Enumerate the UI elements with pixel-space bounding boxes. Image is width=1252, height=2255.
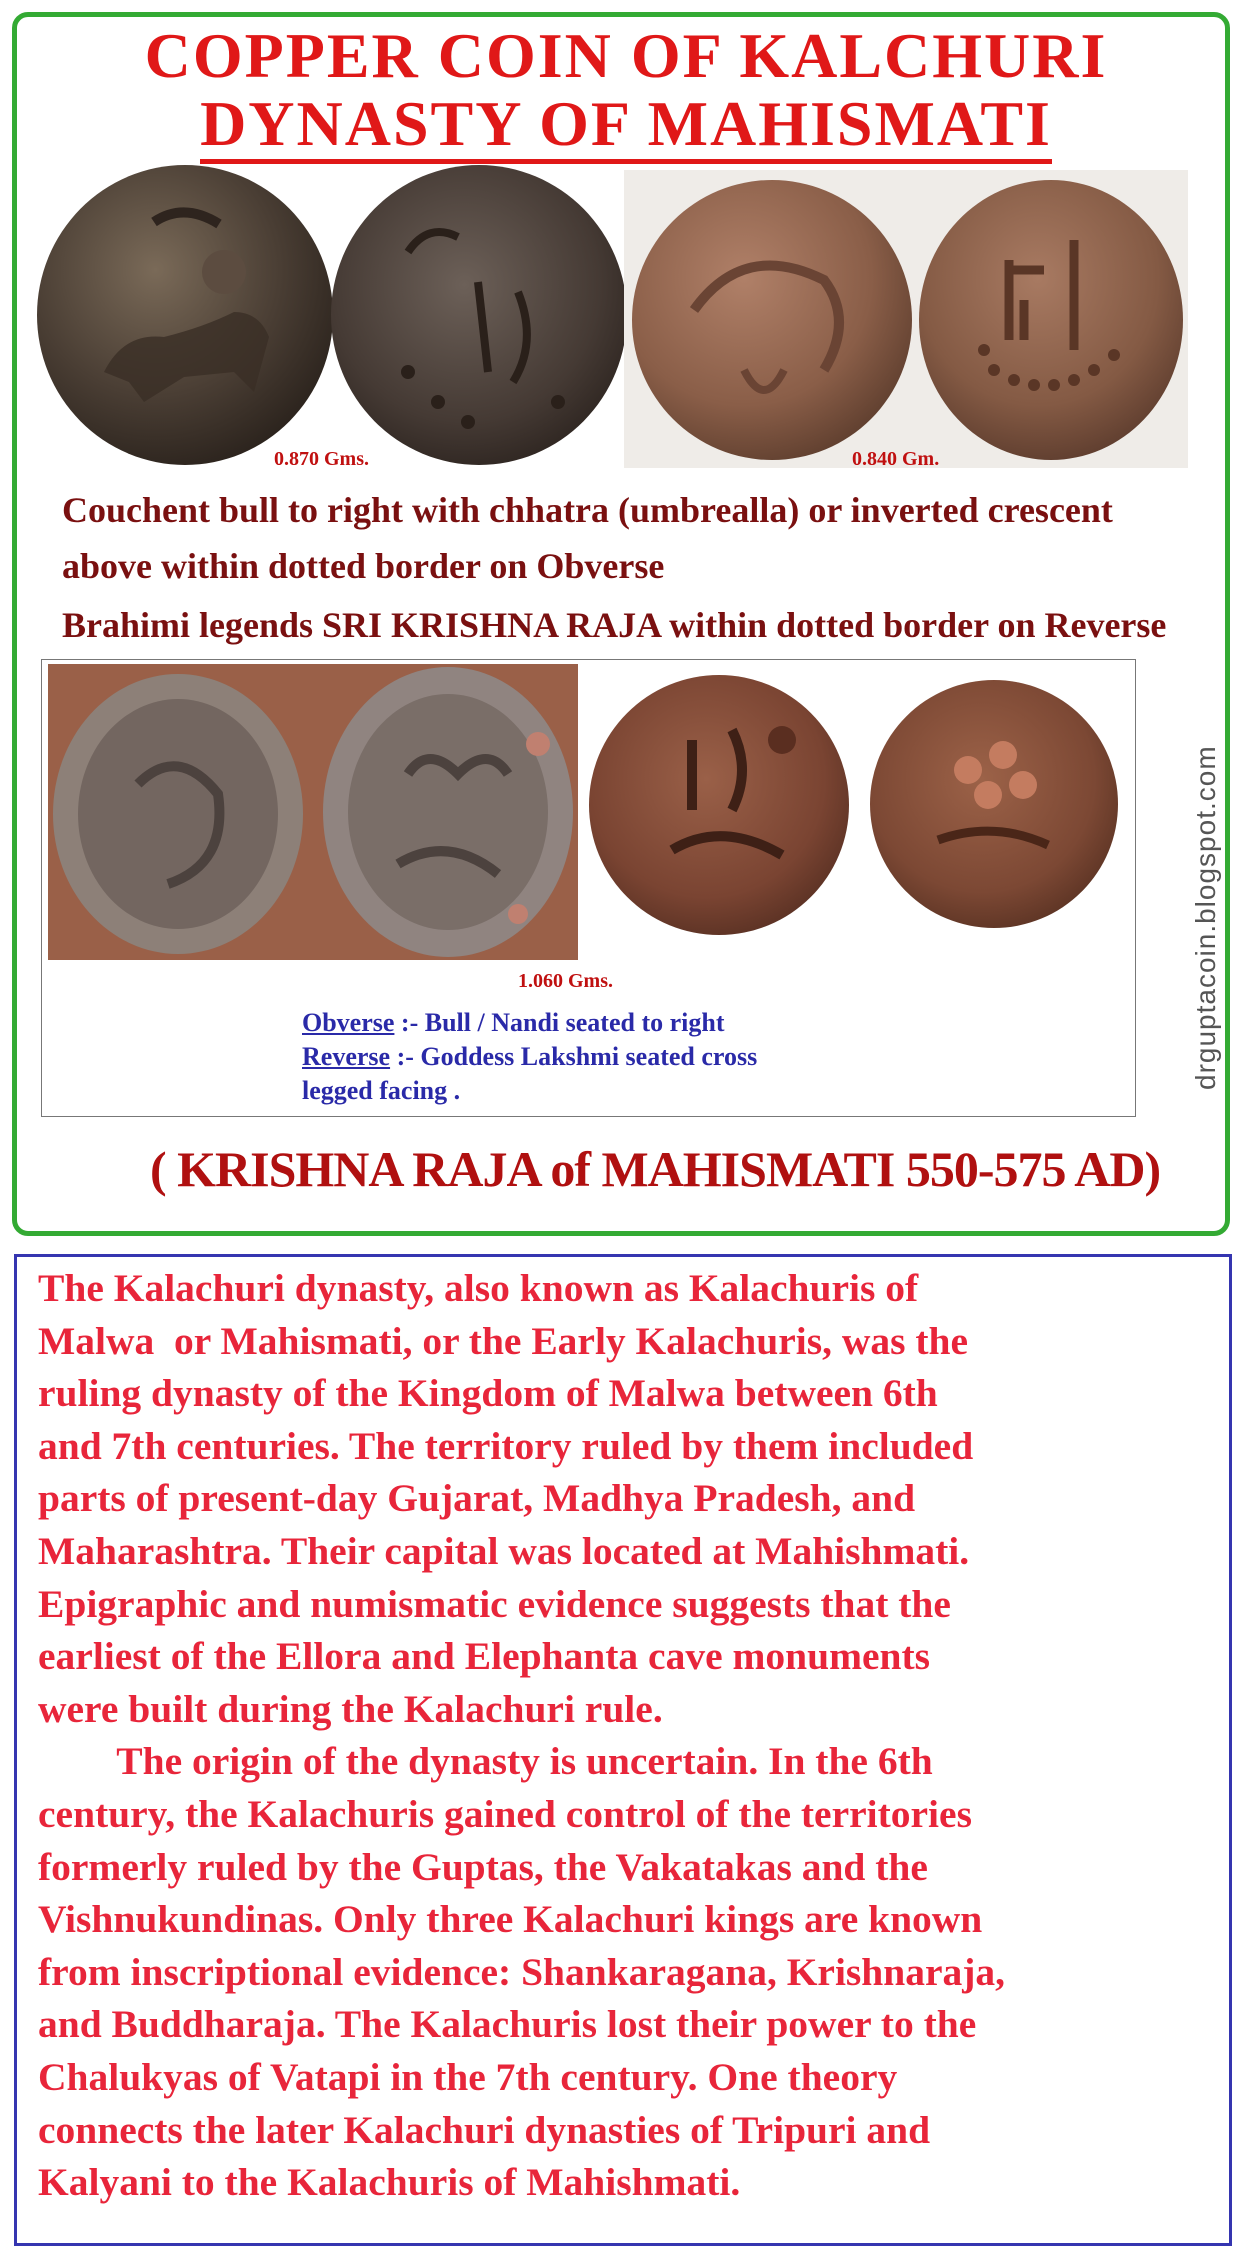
history-line: Chalukyas of Vatapi in the 7th century. One theory	[38, 2055, 898, 2099]
coin-3-graphic	[624, 170, 916, 468]
coin-2-graphic	[328, 162, 630, 468]
coin-5-graphic	[48, 664, 578, 960]
history-line: and 7th centuries. The territory ruled by them included	[38, 1423, 974, 1468]
history-line: connects the later Kalachuri dynasties of Tripuri and	[38, 2107, 931, 2152]
history-line: were built during the Kalachuri rule.	[38, 1686, 663, 1731]
coin-6-graphic	[582, 670, 857, 940]
history-line: Kalyani to the Kalachuris of Mahishmati.	[38, 2160, 741, 2205]
watermark-url: drguptacoin.blogspot.com	[1190, 745, 1221, 1090]
reverse-text: :- Goddess Lakshmi seated cross	[390, 1042, 758, 1071]
page-title-line-2-text: DYNASTY OF MAHISMATI	[200, 88, 1052, 164]
page-title-line-1: COPPER COIN OF KALCHURI	[144, 20, 1108, 91]
coin-1-graphic	[34, 162, 336, 468]
history-line: The Kalachuri dynasty, also known as Kalachuris of	[38, 1266, 919, 1310]
history-line: century, the Kalachuris gained control of the territories	[38, 1792, 972, 1836]
description-line-2: above within dotted border on Obverse	[62, 546, 665, 586]
history-line: from inscriptional evidence: Shankaragana, Krishnaraja,	[38, 1949, 1006, 1994]
history-line: parts of present-day Gujarat, Madhya Pradesh, and	[38, 1476, 916, 1521]
weight-label-3: 1.060 Gms.	[518, 970, 613, 992]
coin-image-3	[624, 170, 916, 468]
history-line: Malwa or Mahismati, or the Early Kalachuris, was the	[38, 1318, 969, 1363]
history-line: Vishnukundinas. Only three Kalachuri kings are known	[38, 1897, 983, 1942]
coin-image-7	[858, 670, 1130, 938]
obverse-legend	[302, 1007, 725, 1039]
history-line: formerly ruled by the Guptas, the Vakatakas and the	[38, 1844, 928, 1889]
reverse-legend-continued: legged facing .	[302, 1076, 461, 1105]
description-line-1: Couchent bull to right with chhatra (umbrealla) or inverted crescent	[62, 490, 1113, 530]
history-line: earliest of the Ellora and Elephanta cave monuments	[38, 1634, 931, 1679]
king-caption: ( KRISHNA RAJA of MAHISMATI 550-575 AD)	[150, 1141, 1161, 1197]
description-line-3: Brahimi legends SRI KRISHNA RAJA within dotted border on Reverse	[62, 605, 1167, 645]
history-line: Maharashtra. Their capital was located at Mahishmati.	[38, 1529, 970, 1573]
weight-label-1: 0.870 Gms.	[274, 448, 369, 470]
weight-label-2: 0.840 Gm.	[852, 448, 940, 470]
reverse-legend	[302, 1041, 757, 1073]
reverse-label: Reverse	[302, 1042, 391, 1071]
coin-image-2	[328, 162, 630, 468]
coin-image-5	[48, 664, 578, 960]
history-line: ruling dynasty of the Kingdom of Malwa between 6th	[38, 1371, 938, 1416]
coin-image-6	[582, 670, 857, 940]
coin-image-4	[914, 170, 1188, 468]
coin-4-graphic	[914, 170, 1188, 468]
history-line: Epigraphic and numismatic evidence suggests that the	[38, 1581, 951, 1626]
coin-7-graphic	[858, 670, 1130, 938]
obverse-text: :- Bull / Nandi seated to right	[394, 1008, 725, 1037]
history-line: The origin of the dynasty is uncertain. In the 6th	[38, 1739, 933, 1784]
coin-image-1	[34, 162, 336, 468]
history-line: and Buddharaja. The Kalachuris lost their power to the	[38, 2002, 977, 2047]
page-title-line-2	[0, 88, 1252, 160]
obverse-label: Obverse	[302, 1008, 395, 1037]
